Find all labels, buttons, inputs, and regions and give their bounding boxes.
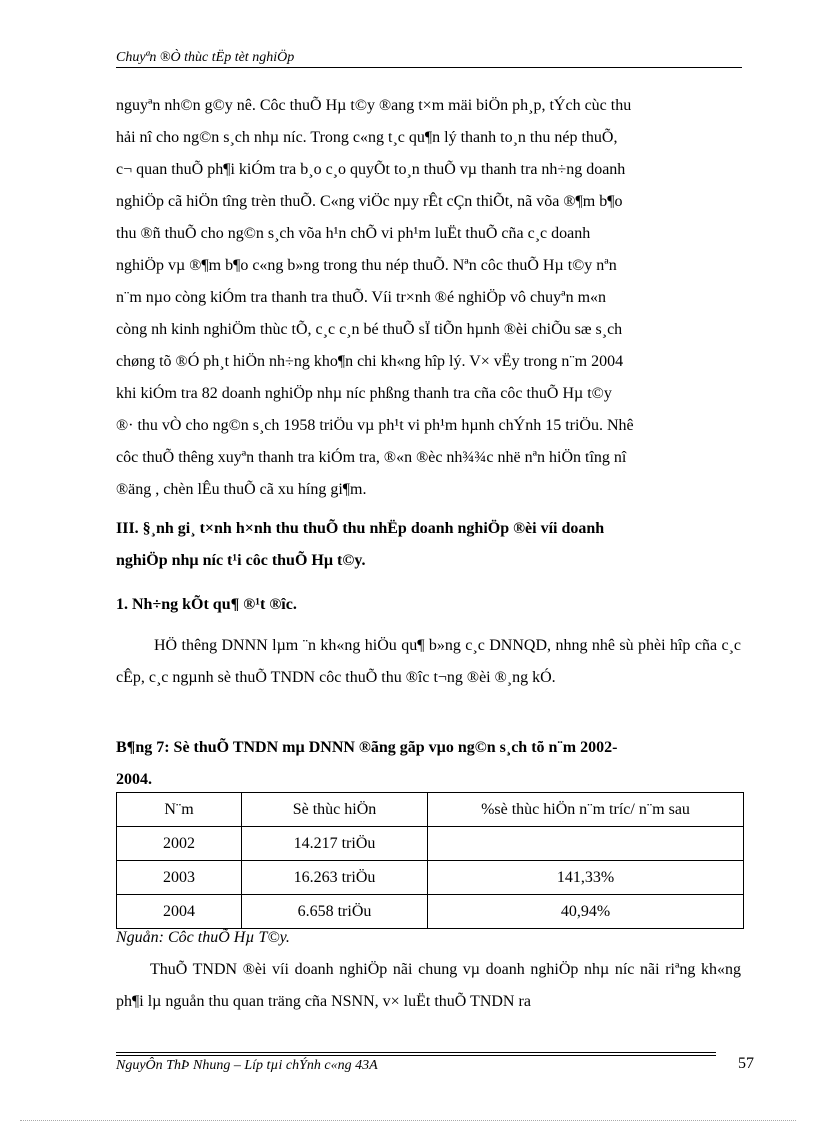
para1-line: c¬ quan thuÕ ph¶i kiÓm tra b¸o c¸o quyÕt to¸n thuÕ vµ thanh tra nh÷ng doanh (116, 161, 626, 178)
table-caption-line2: 2004. (116, 771, 152, 788)
para1-line: khi kiÓm tra 82 doanh nghiÖp nhµ níc phßng thanh tra cña côc thuÕ Hµ t©y (116, 385, 612, 402)
table-caption-line1: B¶ng 7: Sè thuÕ TNDN mµ DNNN ®ãng gãp vµo ng©n s¸ch tõ n¨m 2002- (116, 739, 618, 756)
para1-line: chøng tõ ®Ó ph¸t hiÖn nh÷ng kho¶n chi kh«ng hîp lý. V× vËy trong n¨m 2004 (116, 353, 624, 370)
cell-actual: 14.217 triÖu (242, 827, 428, 861)
para1-line: nguyªn nh©n g©y nê. Côc thuÕ Hµ t©y ®ang t×m mäi biÖn ph¸p, tÝch cùc thu (116, 97, 632, 114)
tax-table (116, 792, 744, 929)
paragraph-3: ThuÕ TNDN ®èi víi doanh nghiÖp nãi chung vµ doanh nghiÖp nhµ níc nãi riªng kh«ng ph¶i lµ nguån thu quan träng cña NSNN, v× luËt thuÕ TNDN ra (116, 961, 741, 1010)
paragraph-1 (116, 90, 741, 506)
para1-line: còng nh kinh nghiÖm thùc tÕ, c¸c c¸n bé thuÕ sÏ tiÕn hµnh ®èi chiÕu sæ s¸ch (116, 321, 623, 338)
para1-line: côc thuÕ thêng xuyªn thanh tra kiÓm tra, ®«n ®èc nh¾¾c nhë nªn hiÖn tîng nî (116, 449, 627, 466)
para1-line: nghiÖp vµ ®¶m b¶o c«ng b»ng trong thu nép thuÕ. Nªn côc thuÕ Hµ t©y nªn (116, 257, 617, 274)
table-row (117, 827, 744, 861)
para1-line: ®· thu vÒ cho ng©n s¸ch 1958 triÖu vµ ph¹t vi ph¹m hµnh chÝnh 15 triÖu. Nhê (116, 417, 634, 434)
cell-percent: 141,33% (428, 861, 744, 895)
para1-line: nghiÖp cã hiÖn tîng trèn thuÕ. C«ng viÖc nµy rÊt cÇn thiÕt, nã võa ®¶m b¶o (116, 193, 623, 210)
table-source: Nguån: Côc thuÕ Hµ T©y. (116, 929, 290, 946)
cell-year: 2002 (117, 827, 242, 861)
header-year: N¨m (117, 793, 242, 827)
footer-rule (116, 1052, 716, 1053)
cell-year: 2003 (117, 861, 242, 895)
table-caption (116, 732, 741, 796)
footer-author: NguyÔn ThÞ Nhung – Líp tµi chÝnh c«ng 43A (116, 1058, 378, 1073)
table-row (117, 861, 744, 895)
cell-actual: 16.263 triÖu (242, 861, 428, 895)
cell-percent: 40,94% (428, 895, 744, 929)
table-row (117, 895, 744, 929)
para1-line: thu ®ñ thuÕ cho ng©n s¸ch võa h¹n chÕ vi ph¹m luËt thuÕ cña c¸c doanh (116, 225, 591, 242)
section-3-heading (116, 513, 741, 577)
section-3-title-line1: III. §¸nh gi¸ t×nh h×nh thu thuÕ thu nhËp doanh nghiÖp ®èi víi doanh (116, 520, 605, 537)
page-number: 57 (738, 1055, 754, 1072)
running-header: Chuyªn ®Ò thùc tËp tèt nghiÖp (116, 50, 295, 65)
para1-line: hải nî cho ng©n s¸ch nhµ níc. Trong c«ng t¸c qu¶n lý thanh to¸n thu nép thuÕ, (116, 129, 618, 146)
paragraph-2: HÖ thêng DNNN lµm ¨n kh«ng hiÖu qu¶ b»ng c¸c DNNQD, nhng nhê sù phèi hîp cña c¸c cÊp, c¸c ngµnh sè thuÕ TNDN côc thuÕ thu ®îc t¬ng ®èi ®¸ng kÓ. (116, 637, 741, 686)
header-actual: Sè thùc hiÖn (242, 793, 428, 827)
page-edge (20, 1120, 796, 1121)
table-header-row (117, 793, 744, 827)
header-rule (116, 67, 742, 68)
footer-rule (116, 1055, 716, 1056)
section-1-heading: 1. Nh÷ng kÕt qu¶ ®¹t ®îc. (116, 596, 297, 613)
header-percent: %sè thùc hiÖn n¨m tríc/ n¨m sau (428, 793, 744, 827)
para1-line: ®äng , chèn lÊu thuÕ cã xu híng gi¶m. (116, 481, 367, 498)
para1-line: n¨m nµo còng kiÓm tra thanh tra thuÕ. Víi tr×nh ®é nghiÖp vô chuyªn m«n (116, 289, 607, 306)
cell-actual: 6.658 triÖu (242, 895, 428, 929)
section-3-title-line2: nghiÖp nhµ níc t¹i côc thuÕ Hµ t©y. (116, 552, 366, 569)
cell-percent (428, 827, 744, 861)
cell-year: 2004 (117, 895, 242, 929)
